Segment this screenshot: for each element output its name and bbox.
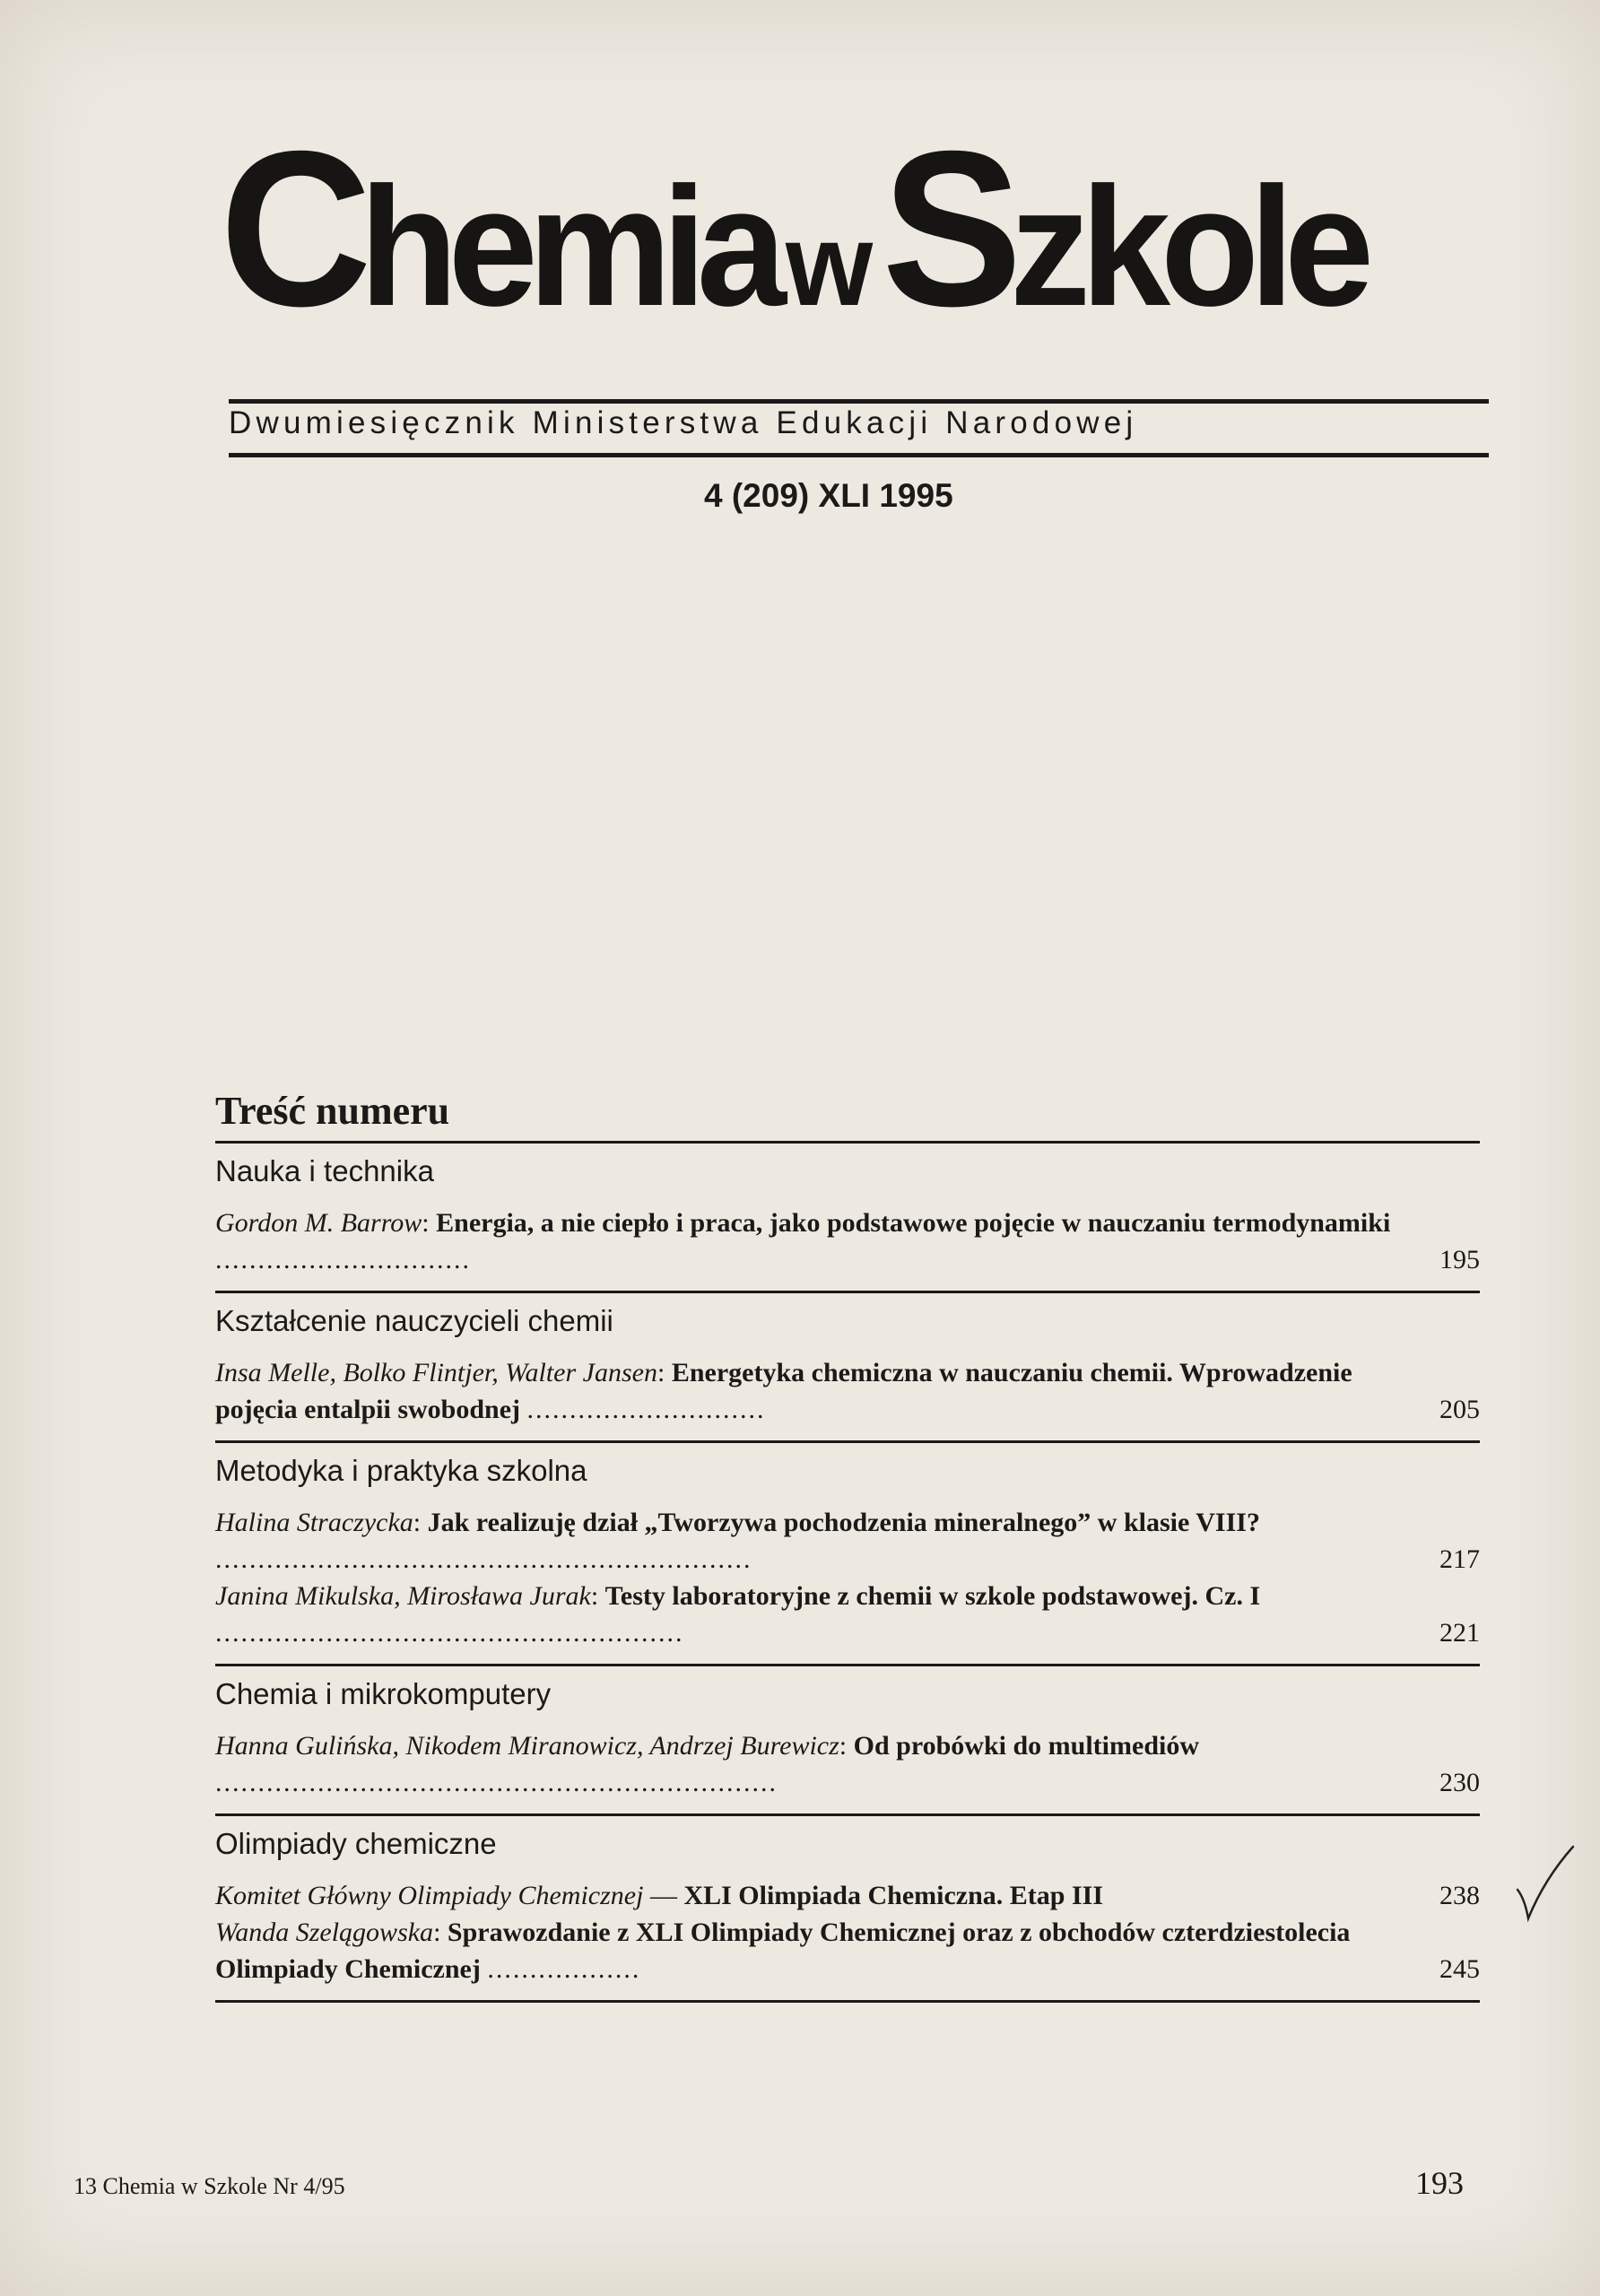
toc-bottom-rule (215, 2000, 1480, 2003)
entry-page: 217 (1439, 1544, 1480, 1574)
section-entries (215, 1495, 1480, 1664)
entry-page: 221 (1439, 1618, 1480, 1648)
entry-page: 245 (1439, 1954, 1480, 1984)
section-heading: Olimpiady chemiczne (215, 1813, 1480, 1868)
entry-author: Janina Mikulska, Mirosława Jurak (215, 1581, 591, 1611)
section-entries (215, 1345, 1480, 1440)
section-entries (215, 1868, 1480, 2000)
section-entries (215, 1718, 1480, 1813)
entry-author: Gordon M. Barrow (215, 1208, 422, 1238)
toc-entry[interactable]: Wanda Szelągowska: Sprawozdanie z XLI Olimpiady Chemicznej oraz z obchodów czterdziestolecia Olimpiady Chemicznej .................. 245 (215, 1914, 1480, 1987)
section-heading: Nauka i technika (215, 1141, 1480, 1196)
toc-entry[interactable]: Janina Mikulska, Mirosława Jurak: Testy laboratoryjne z chemii w szkole podstawowej. Cz. I ....................................................... 221 (215, 1578, 1480, 1651)
issue-number: 4 (209) XLI 1995 (704, 477, 953, 514)
toc-entry[interactable]: Hanna Gulińska, Nikodem Miranowicz, Andrzej Burewicz: Od probówki do multimediów .................................................................. 230 (215, 1727, 1480, 1801)
entry-title: Sprawozdanie z XLI Olimpiady Chemicznej oraz z obchodów czterdziestolecia Olimpiady Chemicznej (215, 1918, 1351, 1984)
entry-page: 195 (1439, 1245, 1480, 1274)
check-mark-icon (1514, 1843, 1577, 1924)
footer-journal-ref: 13 Chemia w Szkole Nr 4/95 (74, 2173, 345, 2199)
toc-entry[interactable]: Insa Melle, Bolko Flintjer, Walter Jansen: Energetyka chemiczna w nauczaniu chemii. Wprowadzenie pojęcia entalpii swobodnej ............................ 205 (215, 1354, 1480, 1428)
entry-author: Insa Melle, Bolko Flintjer, Walter Jansen (215, 1358, 657, 1387)
entry-page: 230 (1439, 1768, 1480, 1797)
section-heading: Kształcenie nauczycieli chemii (215, 1291, 1480, 1345)
entry-author: Komitet Główny Olimpiady Chemicznej (215, 1881, 644, 1910)
page-number: 193 (1415, 2165, 1464, 2201)
entry-title: XLI Olimpiada Chemiczna. Etap III (683, 1881, 1104, 1910)
toc-entry[interactable]: Gordon M. Barrow: Energia, a nie ciepło i praca, jako podstawowe pojęcie w nauczaniu termodynamiki .............................. 195 (215, 1205, 1480, 1278)
section-entries (215, 1196, 1480, 1291)
journal-subtitle: Dwumiesięcznik Ministerstwa Edukacji Narodowej (229, 405, 1138, 440)
toc-entry[interactable]: Komitet Główny Olimpiady Chemicznej — XLI Olimpiada Chemiczna. Etap III 238 (215, 1877, 1480, 1914)
entry-page: 238 (1439, 1881, 1480, 1910)
masthead-rule-bottom (229, 453, 1489, 457)
entry-author: Wanda Szelągowska (215, 1918, 434, 1947)
entry-title: Testy laboratoryjne z chemii w szkole podstawowej. Cz. I (604, 1581, 1261, 1611)
table-of-contents (215, 1085, 1480, 2003)
entry-title: Jak realizuję dział „Tworzywa pochodzenia mineralnego” w klasie VIII? (427, 1508, 1260, 1537)
section-heading: Chemia i mikrokomputery (215, 1664, 1480, 1718)
masthead-rule-top (229, 399, 1489, 404)
entry-title: Energia, a nie ciepło i praca, jako podstawowe pojęcie w nauczaniu termodynamiki (436, 1208, 1391, 1238)
entry-author: Halina Straczycka (215, 1508, 413, 1537)
entry-title: Energetyka chemiczna w nauczaniu chemii. Wprowadzenie pojęcia entalpii swobodnej (215, 1358, 1352, 1424)
entry-author: Hanna Gulińska, Nikodem Miranowicz, Andrzej Burewicz (215, 1731, 839, 1761)
toc-entry[interactable]: Halina Straczycka: Jak realizuję dział „Tworzywa pochodzenia mineralnego” w klasie VIII? ............................................................... 217 (215, 1504, 1480, 1578)
entry-title: Od probówki do multimediów (853, 1731, 1199, 1761)
masthead (220, 104, 1493, 352)
entry-page: 205 (1439, 1395, 1480, 1424)
section-heading: Metodyka i praktyka szkolna (215, 1440, 1480, 1495)
toc-title: Treść numeru (215, 1089, 450, 1133)
journal-logo: ChemiawSzkole (220, 104, 1365, 352)
